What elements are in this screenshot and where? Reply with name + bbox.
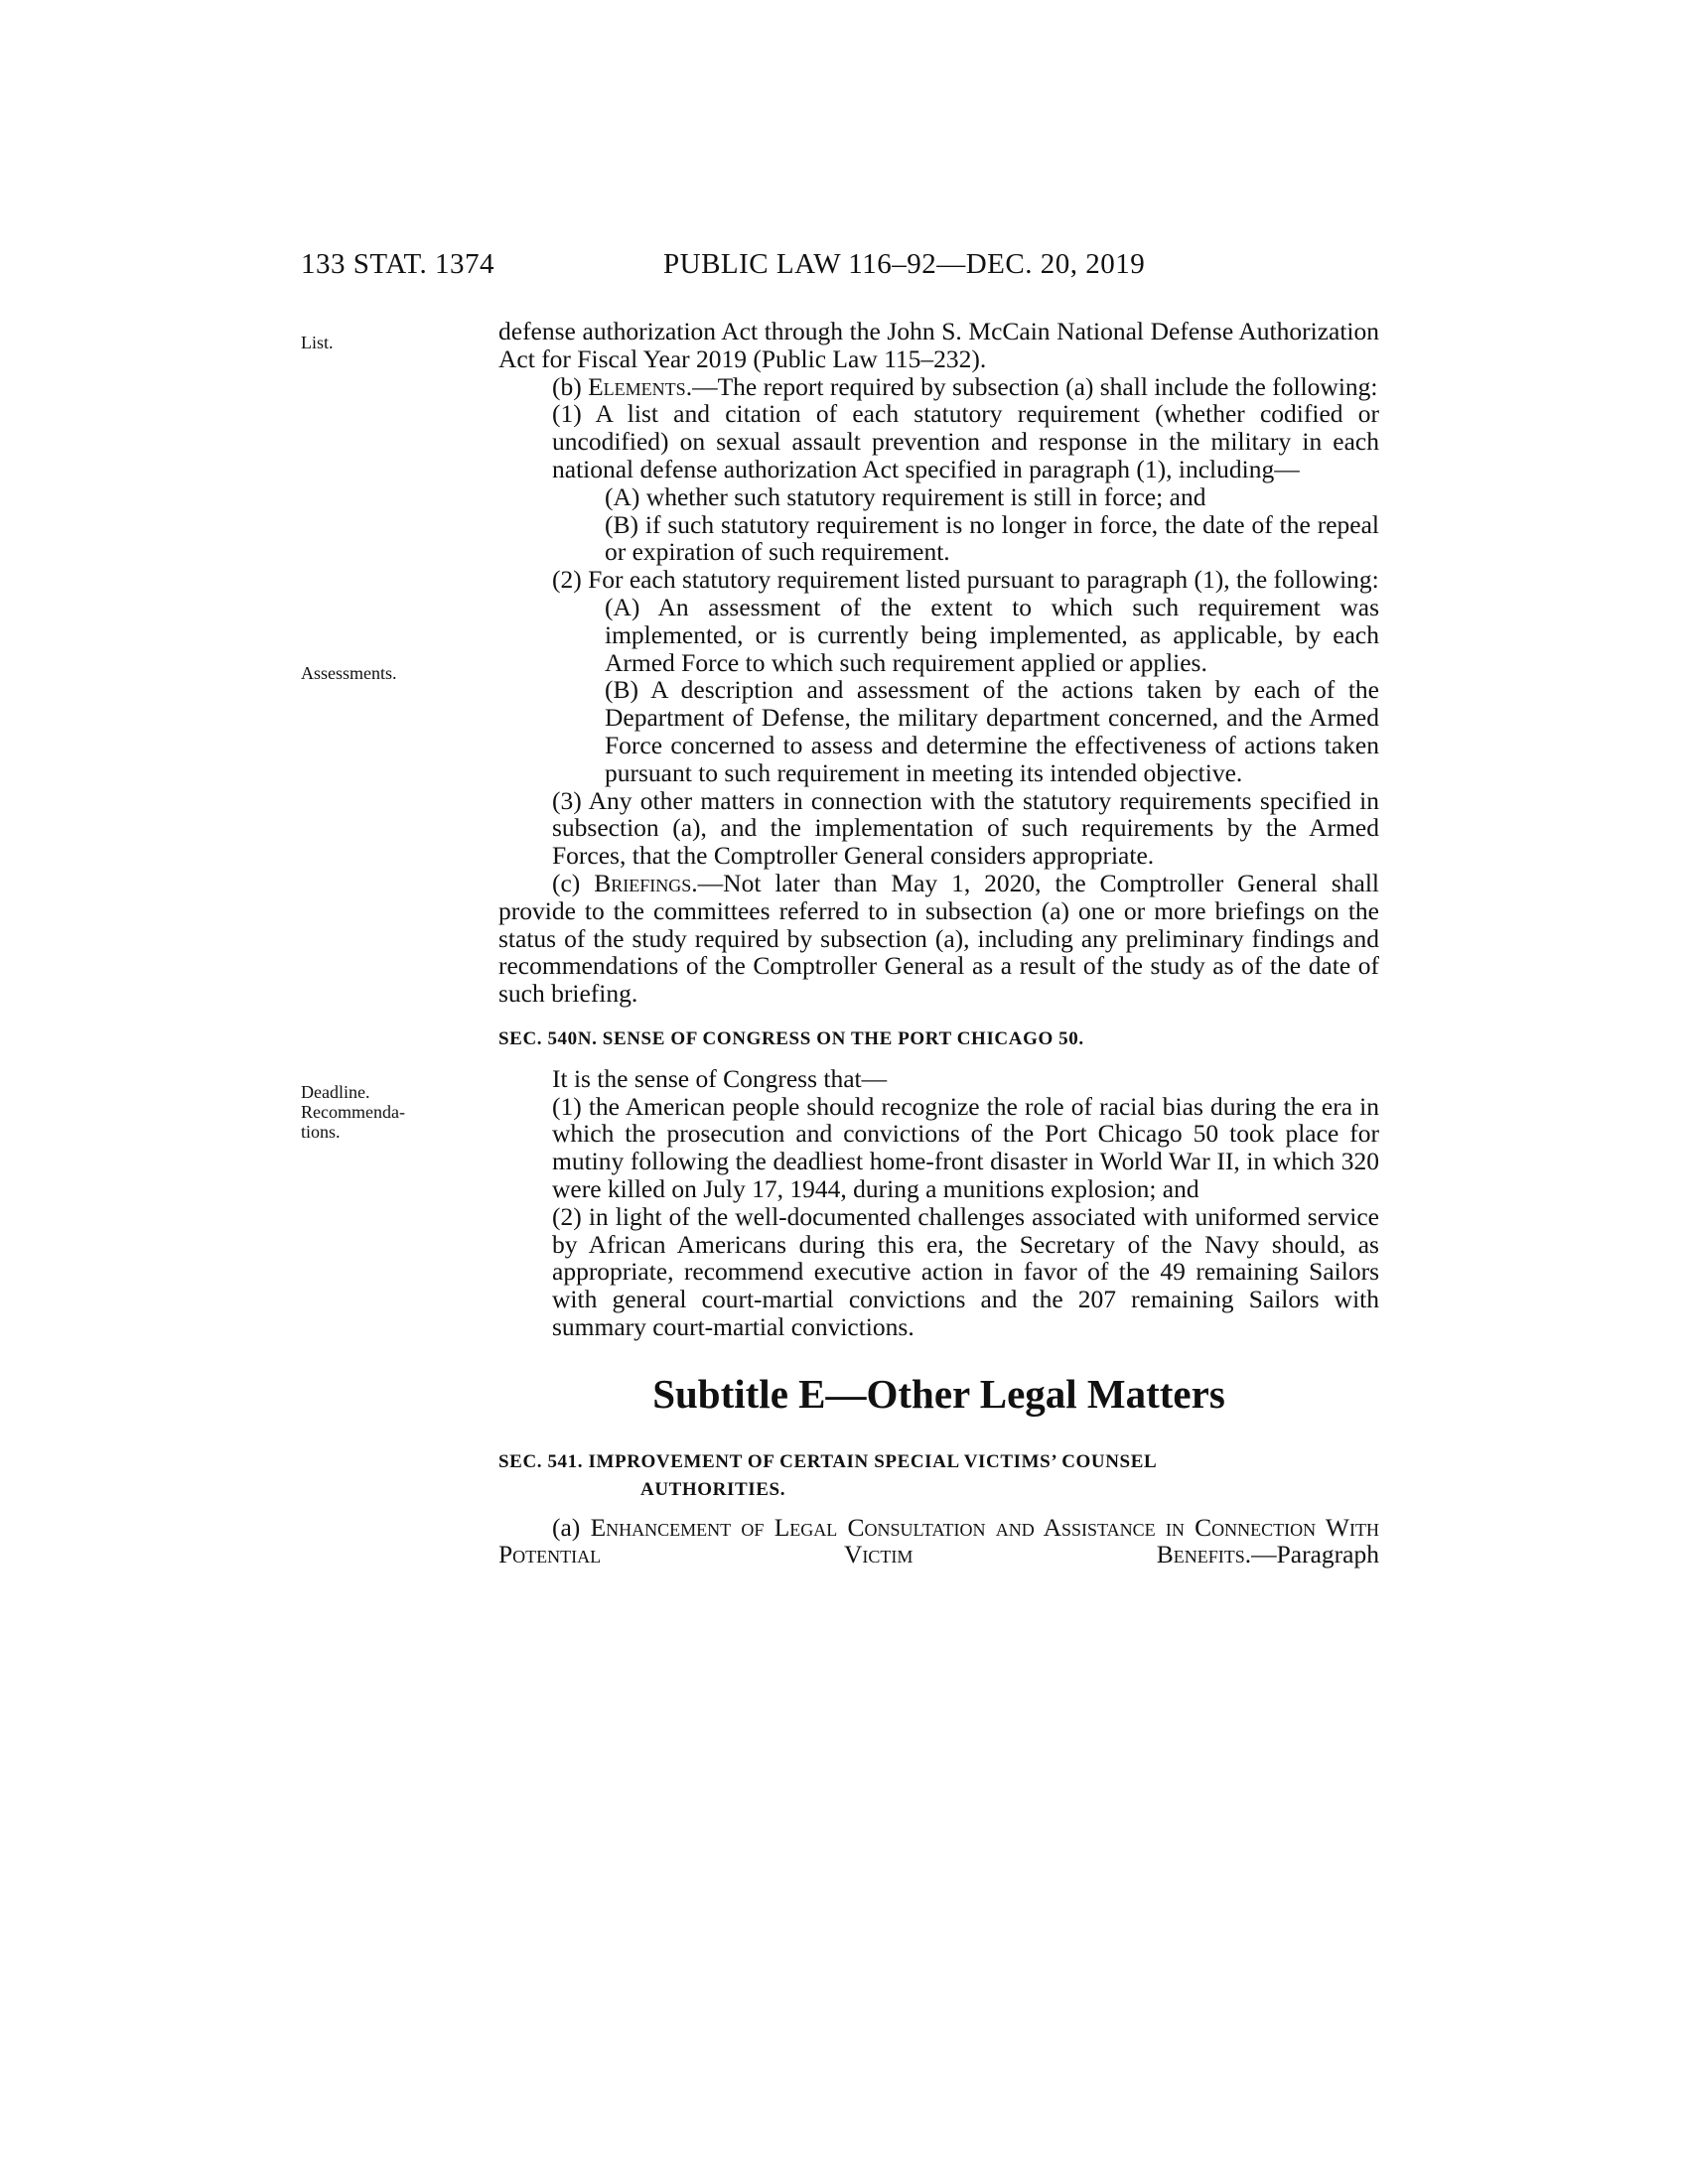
document-body xyxy=(498,318,1379,1569)
paragraph-2: (2) For each statutory requirement listed pursuant to paragraph (1), the following: xyxy=(552,565,1379,595)
section-540n-heading: SEC. 540N. SENSE OF CONGRESS ON THE PORT CHICAGO 50. xyxy=(498,1027,1084,1049)
margin-note-deadline: Deadline. xyxy=(301,1082,370,1102)
public-law-title: PUBLIC LAW 116–92—DEC. 20, 2019 xyxy=(663,248,1146,280)
subsection-a-label: (a) xyxy=(552,1512,591,1542)
intro-paragraph: defense authorization Act through the John S. McCain National Defense Authorization Act for Fiscal Year 2019 (Public Law 115–232). xyxy=(498,317,1379,373)
subsection-b-text: .—The report required by subsection (a) shall include the following: xyxy=(685,371,1378,401)
subsection-b-heading: Elements xyxy=(588,371,686,401)
sense-paragraph-1: (1) the American people should recognize the role of racial bias during the era in which the prosecution and convictions of the Port Chicago 50 took place for mutiny following the deadliest home-front disaster in World War II, in which 320 were killed on July 17, 1944, during a munitions explosion; and xyxy=(552,1091,1379,1203)
sense-intro: It is the sense of Congress that— xyxy=(552,1063,888,1093)
subsection-a-text: .—Paragraph xyxy=(1244,1540,1379,1570)
margin-note-assessments: Assessments. xyxy=(301,663,397,683)
section-541-line-2: AUTHORITIES. xyxy=(640,1478,786,1500)
paragraph-2-A: (A) An assessment of the extent to which such requirement was implemented, or is currently being implemented, as applicable, by each Armed Force to which such requirement applied or applies. xyxy=(605,592,1379,677)
stat-page-number: 133 STAT. 1374 xyxy=(301,248,495,280)
margin-note-list: List. xyxy=(301,333,334,352)
paragraph-2-B: (B) A description and assessment of the actions taken by each of the Department of Defense, the military department concerned, and the Armed Force concerned to assess and determine the effectiveness of actions taken pursuant to such requirement in meeting its intended objective. xyxy=(605,675,1379,787)
paragraph-3: (3) Any other matters in connection with the statutory requirements specified in subsection (a), and the implementation of such requirements by the Armed Forces, that the Comptroller General considers appropriate. xyxy=(552,785,1379,871)
subsection-b-label: (b) xyxy=(552,371,589,401)
section-541-heading xyxy=(498,1448,1379,1504)
subsection-c-label: (c) xyxy=(552,868,595,897)
subsection-b xyxy=(498,373,1379,401)
page-header xyxy=(301,248,1214,288)
sense-paragraph-2: (2) in light of the well-documented challenges associated with uniformed service by African Americans during this era, the Secretary of the Navy should, as appropriate, recommend executive action in favor of the 49 remaining Sailors with general court-martial convictions and the 207 remaining Sailors with summary court-martial convictions. xyxy=(552,1201,1379,1341)
paragraph-1-text: (1) A list and citation of each statutory requirement (whether codified or uncodified) on sexual assault prevention and response in the military in each national defense authorization Act specified in paragraph (1), including— xyxy=(552,399,1379,483)
paragraph-1 xyxy=(498,400,1379,482)
subsection-c xyxy=(498,870,1379,1008)
subtitle-heading: Subtitle E—Other Legal Matters xyxy=(652,1370,1225,1417)
subsection-c-heading: Briefings xyxy=(594,868,692,897)
margin-note-recommendations-1: Recommenda- xyxy=(301,1102,405,1122)
paragraph-1-B: (B) if such statutory requirement is no longer in force, the date of the repeal or expiration of such requirement. xyxy=(605,509,1379,567)
paragraph-1-A: (A) whether such statutory requirement is still in force; and xyxy=(605,481,1206,511)
subsection-a xyxy=(498,1514,1379,1570)
margin-note-recommendations-2: tions. xyxy=(301,1122,341,1142)
section-541-line-1: SEC. 541. IMPROVEMENT OF CERTAIN SPECIAL VICTIMS’ COUNSEL xyxy=(498,1450,1158,1472)
subsection-c-text: .—Not later than May 1, 2020, the Comptroller General shall provide to the committees referred to in subsection (a) one or more briefings on the status of the study required by subsection (a), including any preliminary findings and recommendations of the Comptroller General as a result of the study as of the date of such briefing. xyxy=(498,868,1379,1009)
subsection-a-heading: Enhancement of Legal Consultation and Assistance in Connection With Potential Victim Benefits xyxy=(498,1512,1379,1570)
